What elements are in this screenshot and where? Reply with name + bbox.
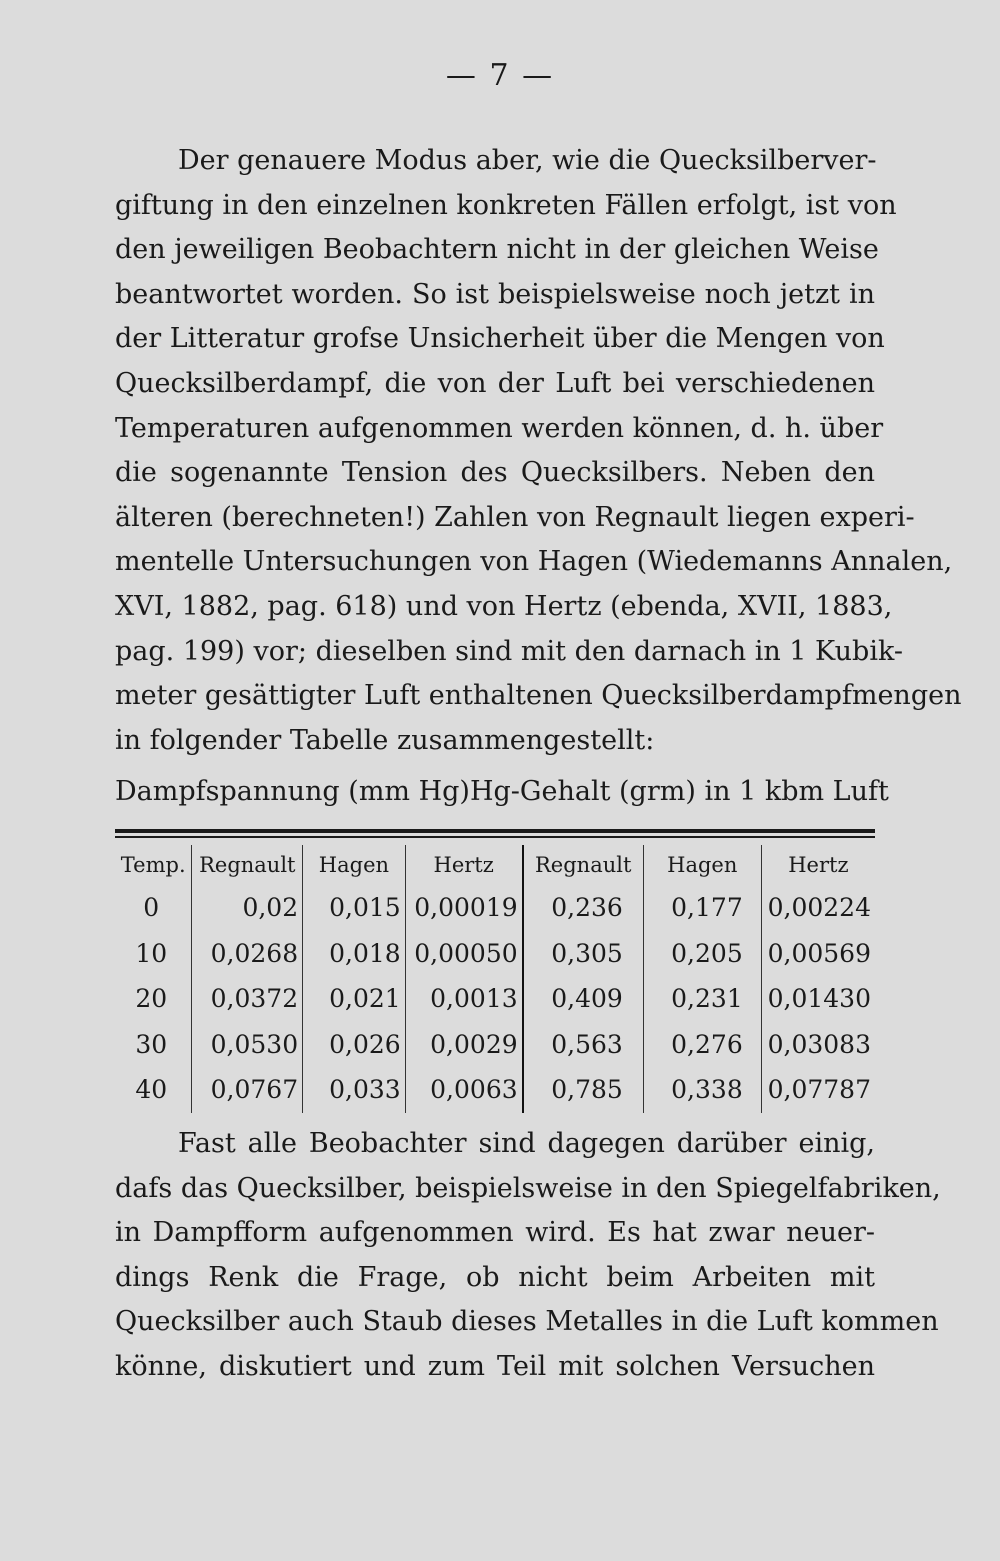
table-caption [115, 776, 889, 807]
table-cell: 0,015 [303, 885, 406, 931]
header-hagen-content: Hagen [643, 845, 761, 885]
table-cell: 0,0530 [192, 1022, 303, 1068]
table-cell: 0,0063 [405, 1067, 522, 1113]
text-line: in folgender Tabelle zusammengestellt: [115, 724, 655, 756]
text-line: pag. 199) vor; dieselben sind mit den darnach in 1 Kubik- [115, 635, 903, 667]
header-hertz-pressure: Hertz [405, 845, 522, 885]
table-cell: 0,0767 [192, 1067, 303, 1113]
table-cell: 0,0268 [192, 931, 303, 977]
table-cell: 0,177 [643, 885, 761, 931]
header-temp: Temp. [120, 853, 186, 877]
text-line: den jeweiligen Beobachtern nicht in der gleichen Weise [115, 234, 879, 266]
table-cell: 0,0029 [405, 1022, 522, 1068]
table-cell: 0,563 [523, 1022, 644, 1068]
text-line: Fast alle Beobachter sind dagegen darüber einig, [178, 1128, 875, 1159]
text-line: dings Renk die Frage, ob nicht beim Arbeiten mit [115, 1261, 875, 1293]
table-cell: 0,021 [303, 976, 406, 1022]
table-cell: 0,026 [303, 1022, 406, 1068]
table-header-row [115, 845, 875, 885]
cell-temp: 30 [135, 1029, 168, 1059]
table-row [115, 885, 875, 931]
table-cell: 0,338 [643, 1067, 761, 1113]
table-cell: 0,03083 [761, 1022, 875, 1068]
text-line: Quecksilberdampf, die von der Luft bei verschiedenen [115, 367, 875, 399]
table-cell: 0,07787 [761, 1067, 875, 1113]
caption-vapor-pressure: Dampfspannung (mm Hg) [115, 776, 470, 807]
table-row [115, 1022, 875, 1068]
table-row [115, 931, 875, 977]
table-cell: 0,305 [523, 931, 644, 977]
text-line: könne, diskutiert und zum Teil mit solchen Versuchen [115, 1350, 875, 1382]
text-line: XVI, 1882, pag. 618) und von Hertz (ebenda, XVII, 1883, [115, 590, 893, 622]
table-cell: 0,276 [643, 1022, 761, 1068]
cell-temp: 40 [135, 1075, 168, 1105]
table-cell: 0,236 [523, 885, 644, 931]
text-line: meter gesättigter Luft enthaltenen Quecksilberdampfmengen [115, 680, 962, 712]
text-line: Der genauere Modus aber, wie die Quecksilberver- [178, 145, 877, 176]
table-cell: 0,01430 [761, 976, 875, 1022]
table-cell: 0,0013 [405, 976, 522, 1022]
cell-temp: 0 [143, 893, 160, 923]
table-rule-thin [115, 836, 875, 838]
table-row [115, 1067, 875, 1113]
cell-temp: 10 [135, 938, 168, 968]
table-cell: 0,00050 [405, 931, 522, 977]
table-cell: 0,018 [303, 931, 406, 977]
caption-hg-content: Hg-Gehalt (grm) in 1 kbm Luft [469, 776, 889, 807]
header-hagen-pressure: Hagen [303, 845, 406, 885]
table-cell: 0,00569 [761, 931, 875, 977]
cell-temp: 20 [135, 984, 168, 1014]
header-regnault-pressure: Regnault [192, 845, 303, 885]
text-line: der Litteratur grofse Unsicherheit über die Mengen von [115, 323, 885, 355]
text-line: giftung in den einzelnen konkreten Fällen erfolgt, ist von [115, 189, 897, 221]
text-line: Temperaturen aufgenommen werden können, d. h. über [115, 412, 884, 444]
table-cell: 0,231 [643, 976, 761, 1022]
vapor-table [115, 845, 875, 1113]
paragraph-2 [115, 1122, 941, 1390]
header-hertz-content: Hertz [761, 845, 875, 885]
table-cell: 0,409 [523, 976, 644, 1022]
text-line: älteren (berechneten!) Zahlen von Regnault liegen experi- [115, 501, 915, 533]
table-cell: 0,02 [192, 885, 303, 931]
table-cell: 0,785 [523, 1067, 644, 1113]
table-cell: 0,033 [303, 1067, 406, 1113]
text-line: in Dampfform aufgenommen wird. Es hat zwar neuer- [115, 1217, 875, 1249]
text-line: dafs das Quecksilber, beispielsweise in den Spiegelfabriken, [115, 1172, 941, 1204]
table-rule-thick [115, 829, 875, 833]
table-cell: 0,205 [643, 931, 761, 977]
text-line: mentelle Untersuchungen von Hagen (Wiedemanns Annalen, [115, 546, 953, 578]
paragraph-1 [115, 139, 962, 763]
text-line: beantwortet worden. So ist beispielsweise noch jetzt in [115, 278, 875, 310]
page-number: — 7 — [445, 58, 555, 93]
table-cell: 0,0372 [192, 976, 303, 1022]
table-row [115, 976, 875, 1022]
header-regnault-content: Regnault [523, 845, 644, 885]
table-cell: 0,00224 [761, 885, 875, 931]
text-line: Quecksilber auch Staub dieses Metalles in die Luft kommen [115, 1306, 939, 1338]
text-line: die sogenannte Tension des Quecksilbers. Neben den [115, 457, 875, 489]
table-cell: 0,00019 [405, 885, 522, 931]
